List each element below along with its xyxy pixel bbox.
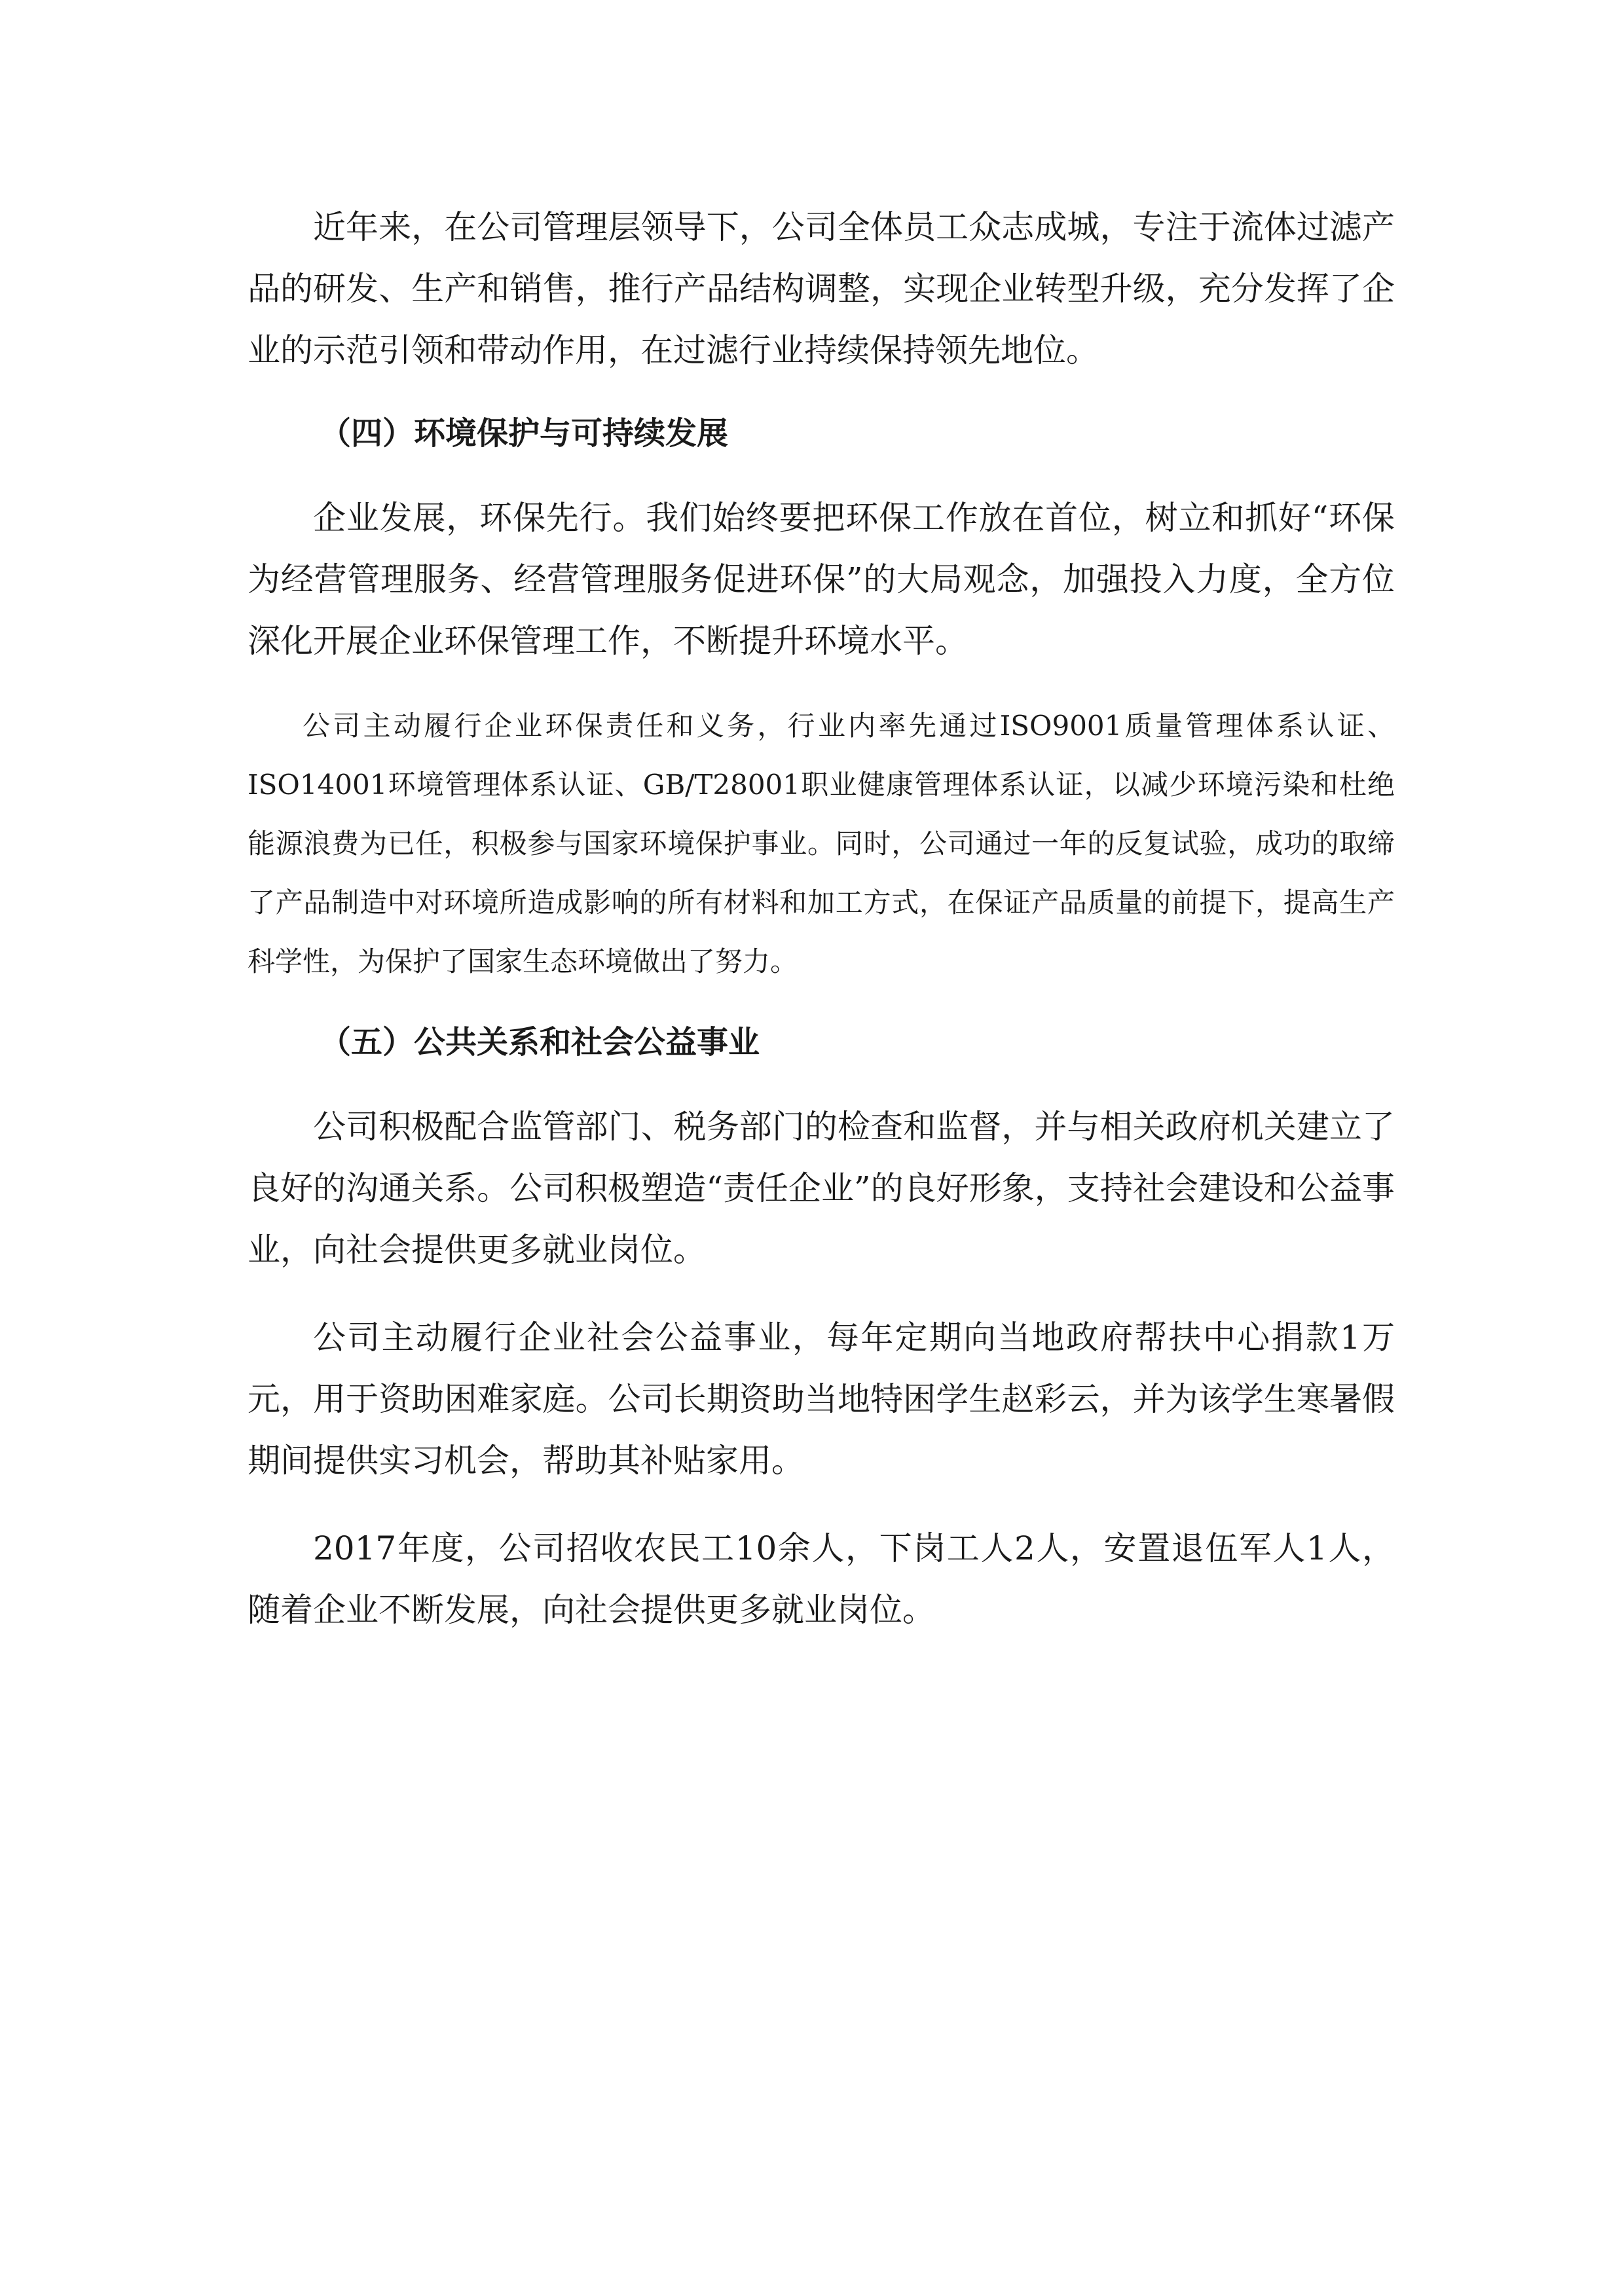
section-heading-environment: （四）环境保护与可持续发展: [320, 415, 729, 452]
paragraph-charity: 公司主动履行企业社会公益事业，每年定期向当地政府帮扶中心捐款1万元，用于资助困难家庭。公司长期资助当地特困学生赵彩云，并为该学生寒暑假期间提供实习机会，帮助其补贴家用。: [248, 1319, 1395, 1480]
paragraph-government-relations: 公司积极配合监管部门、税务部门的检查和监督，并与相关政府机关建立了良好的沟通关系。公司积极塑造“责任企业”的良好形象，支持社会建设和公益事业，向社会提供更多就业岗位。: [248, 1108, 1395, 1269]
paragraph-environment-first: 企业发展，环保先行。我们始终要把环保工作放在首位，树立和抓好“环保为经营管理服务、经营管理服务促进环保”的大局观念，加强投入力度，全方位深化开展企业环保管理工作，不断提升环境水平。: [248, 499, 1395, 660]
paragraph-employment: 2017年度，公司招收农民工10余人，下岗工人2人，安置退伍军人1人，随着企业不断发展，向社会提供更多就业岗位。: [248, 1529, 1395, 1629]
document-page: [248, 196, 1395, 1641]
section-heading-public-relations: （五）公共关系和社会公益事业: [320, 1024, 760, 1061]
paragraph-environment-certification: 公司主动履行企业环保责任和义务，行业内率先通过ISO9001质量管理体系认证、ISO14001环境管理体系认证、GB/T28001职业健康管理体系认证，以减少环境污染和杜绝能源浪费为已任，积极参与国家环境保护事业。同时，公司通过一年的反复试验，成功的取缔了产品制造中对环境所造成影响的所有材料和加工方式，在保证产品质量的前提下，提高生产科学性，为保护了国家生态环境做出了努力。: [248, 710, 1395, 977]
paragraph-company-development: 近年来，在公司管理层领导下，公司全体员工众志成城，专注于流体过滤产品的研发、生产和销售，推行产品结构调整，实现企业转型升级，充分发挥了企业的示范引领和带动作用，在过滤行业持续保持领先地位。: [248, 208, 1395, 369]
